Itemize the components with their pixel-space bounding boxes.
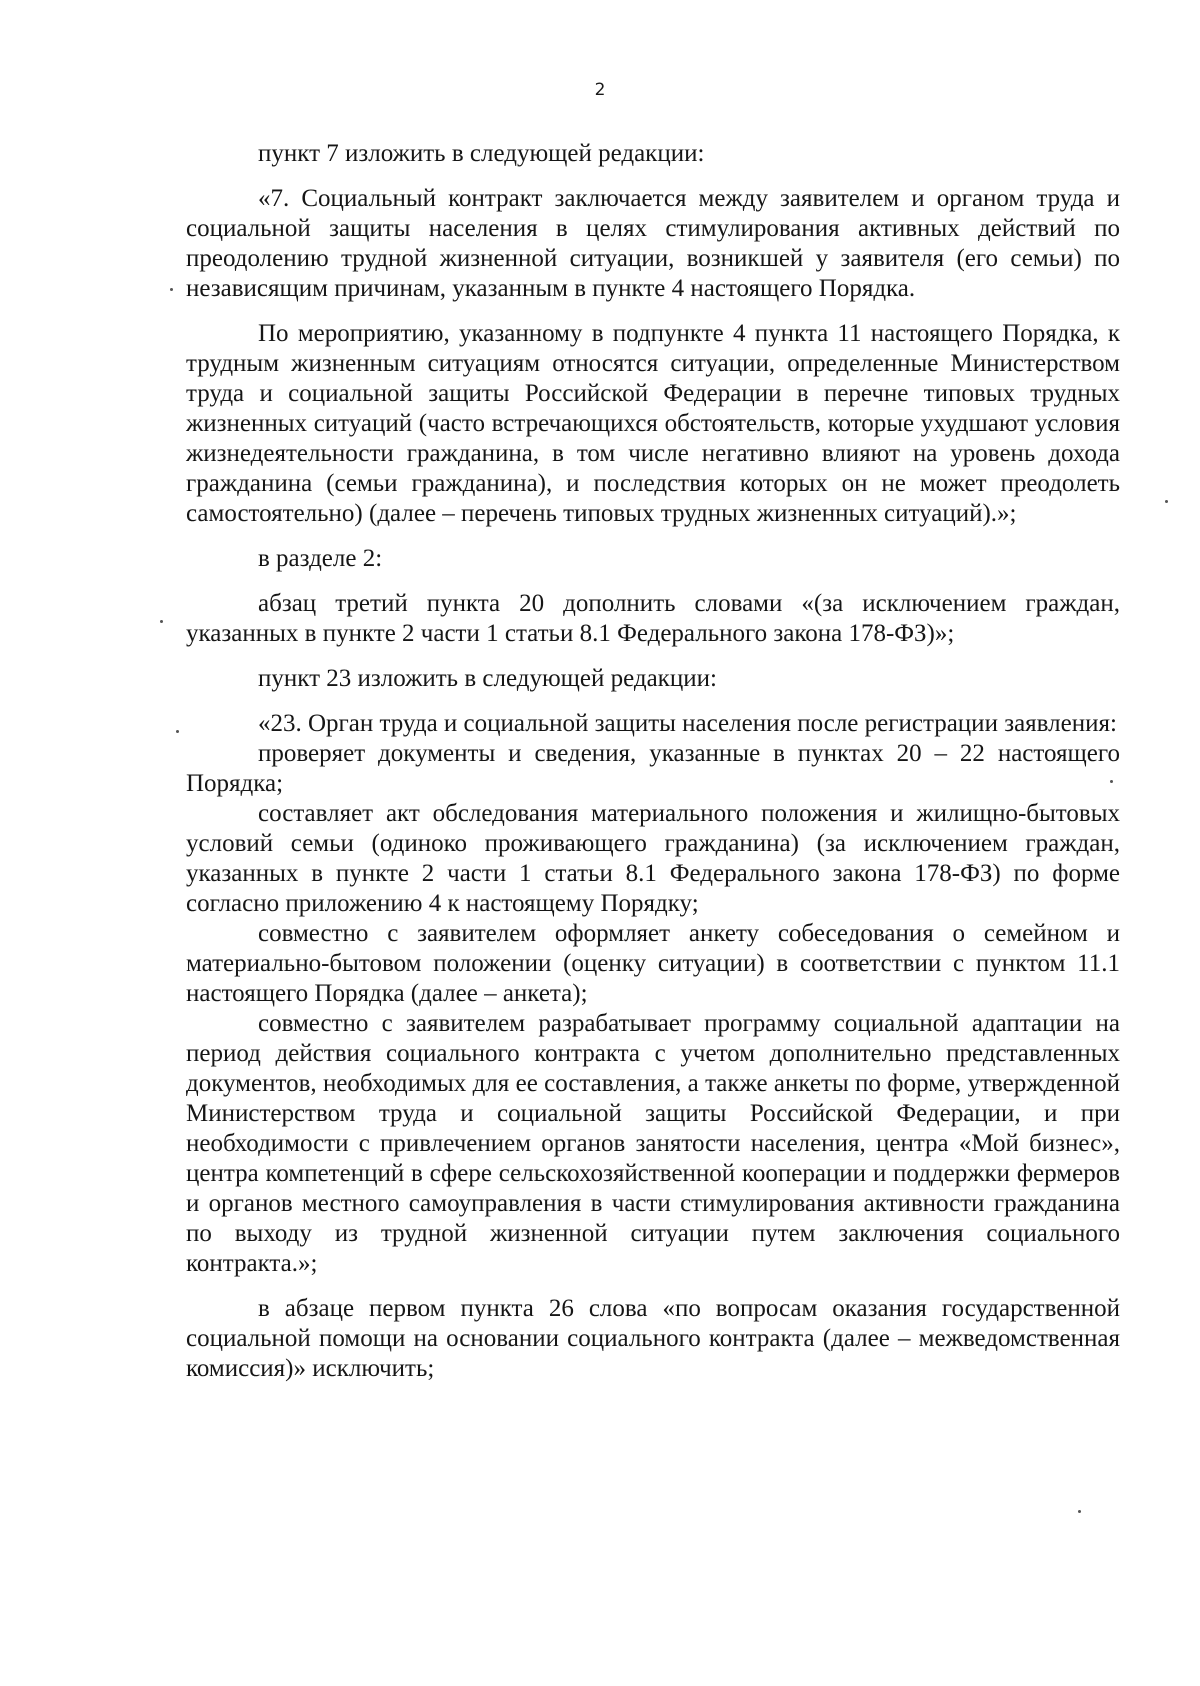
scan-speck	[1110, 780, 1113, 783]
scan-speck	[1165, 500, 1168, 503]
paragraph-item-20-amendment: абзац третий пункта 20 дополнить словами «(за исключением граждан, указанных в пункте 2 части 1 статьи 8.1 Федерального закона 178-ФЗ)»;	[186, 590, 1120, 647]
scan-speck	[160, 620, 163, 623]
scan-speck	[1078, 1510, 1081, 1513]
paragraph-item-23-questionnaire: совместно с заявителем оформляет анкету собеседования о семейном и материально-бытовом положении (оценку ситуации) в соответствии с пунктом 11.1 настоящего Порядка (далее – анкета);	[186, 920, 1120, 1007]
paragraph-hardship-situations: По мероприятию, указанному в подпункте 4 пункта 11 настоящего Порядка, к трудным жизненным ситуациям относятся ситуации, определенные Министерством труда и социальной защиты Российской Федерации в перечне типовых трудных жизненных ситуаций (часто встречающихся обстоятельств, которые ухудшают условия жизнедеятельности гражданина, в том числе негативно влияют на уровень дохода гражданина (семьи гражданина), и последствия которых он не может преодолеть самостоятельно) (далее – перечень типовых трудных жизненных ситуаций).»;	[186, 320, 1120, 527]
scan-speck	[170, 288, 173, 291]
paragraph-item-23-inspection-act: составляет акт обследования материального положения и жилищно-бытовых условий семьи (одиноко проживающего гражданина) (за исключением граждан, указанных в пункте 2 части 1 статьи 8.1 Федерального закона 178-ФЗ) по форме согласно приложению 4 к настоящему Порядку;	[186, 800, 1120, 917]
paragraph-item-7-text: «7. Социальный контракт заключается между заявителем и органом труда и социальной защиты населения в целях стимулирования активных действий по преодолению трудной жизненной ситуации, возникшей у заявителя (его семьи) по независящим причинам, указанным в пункте 4 настоящего Порядка.	[186, 185, 1120, 302]
paragraph-item-23-intro: пункт 23 изложить в следующей редакции:	[258, 665, 717, 692]
scan-speck	[176, 730, 179, 733]
page-number: 2	[594, 80, 606, 100]
paragraph-item-23-check-documents: проверяет документы и сведения, указанные в пунктах 20 – 22 настоящего Порядка;	[186, 740, 1120, 797]
paragraph-item-26-amendment: в абзаце первом пункта 26 слова «по вопросам оказания государственной социальной помощи на основании социального контракта (далее – межведомственная комиссия)» исключить;	[186, 1295, 1120, 1382]
document-body	[186, 139, 1120, 1384]
paragraph-item-7-intro: пункт 7 изложить в следующей редакции:	[258, 140, 705, 167]
paragraph-section-2: в разделе 2:	[258, 545, 383, 572]
paragraph-item-23-text: «23. Орган труда и социальной защиты населения после регистрации заявления:	[258, 710, 1117, 737]
paragraph-item-23-adaptation-program: совместно с заявителем разрабатывает программу социальной адаптации на период действия социального контракта с учетом дополнительно представленных документов, необходимых для ее составления, а также анкеты по форме, утвержденной Министерством труда и социальной защиты Российской Федерации, и при необходимости с привлечением органов занятости населения, центра «Мой бизнес», центра компетенций в сфере сельскохозяйственной кооперации и поддержки фермеров и органов местного самоуправления в части стимулирования активности гражданина по выходу из трудной жизненной ситуации путем заключения социального контракта.»;	[186, 1010, 1120, 1277]
